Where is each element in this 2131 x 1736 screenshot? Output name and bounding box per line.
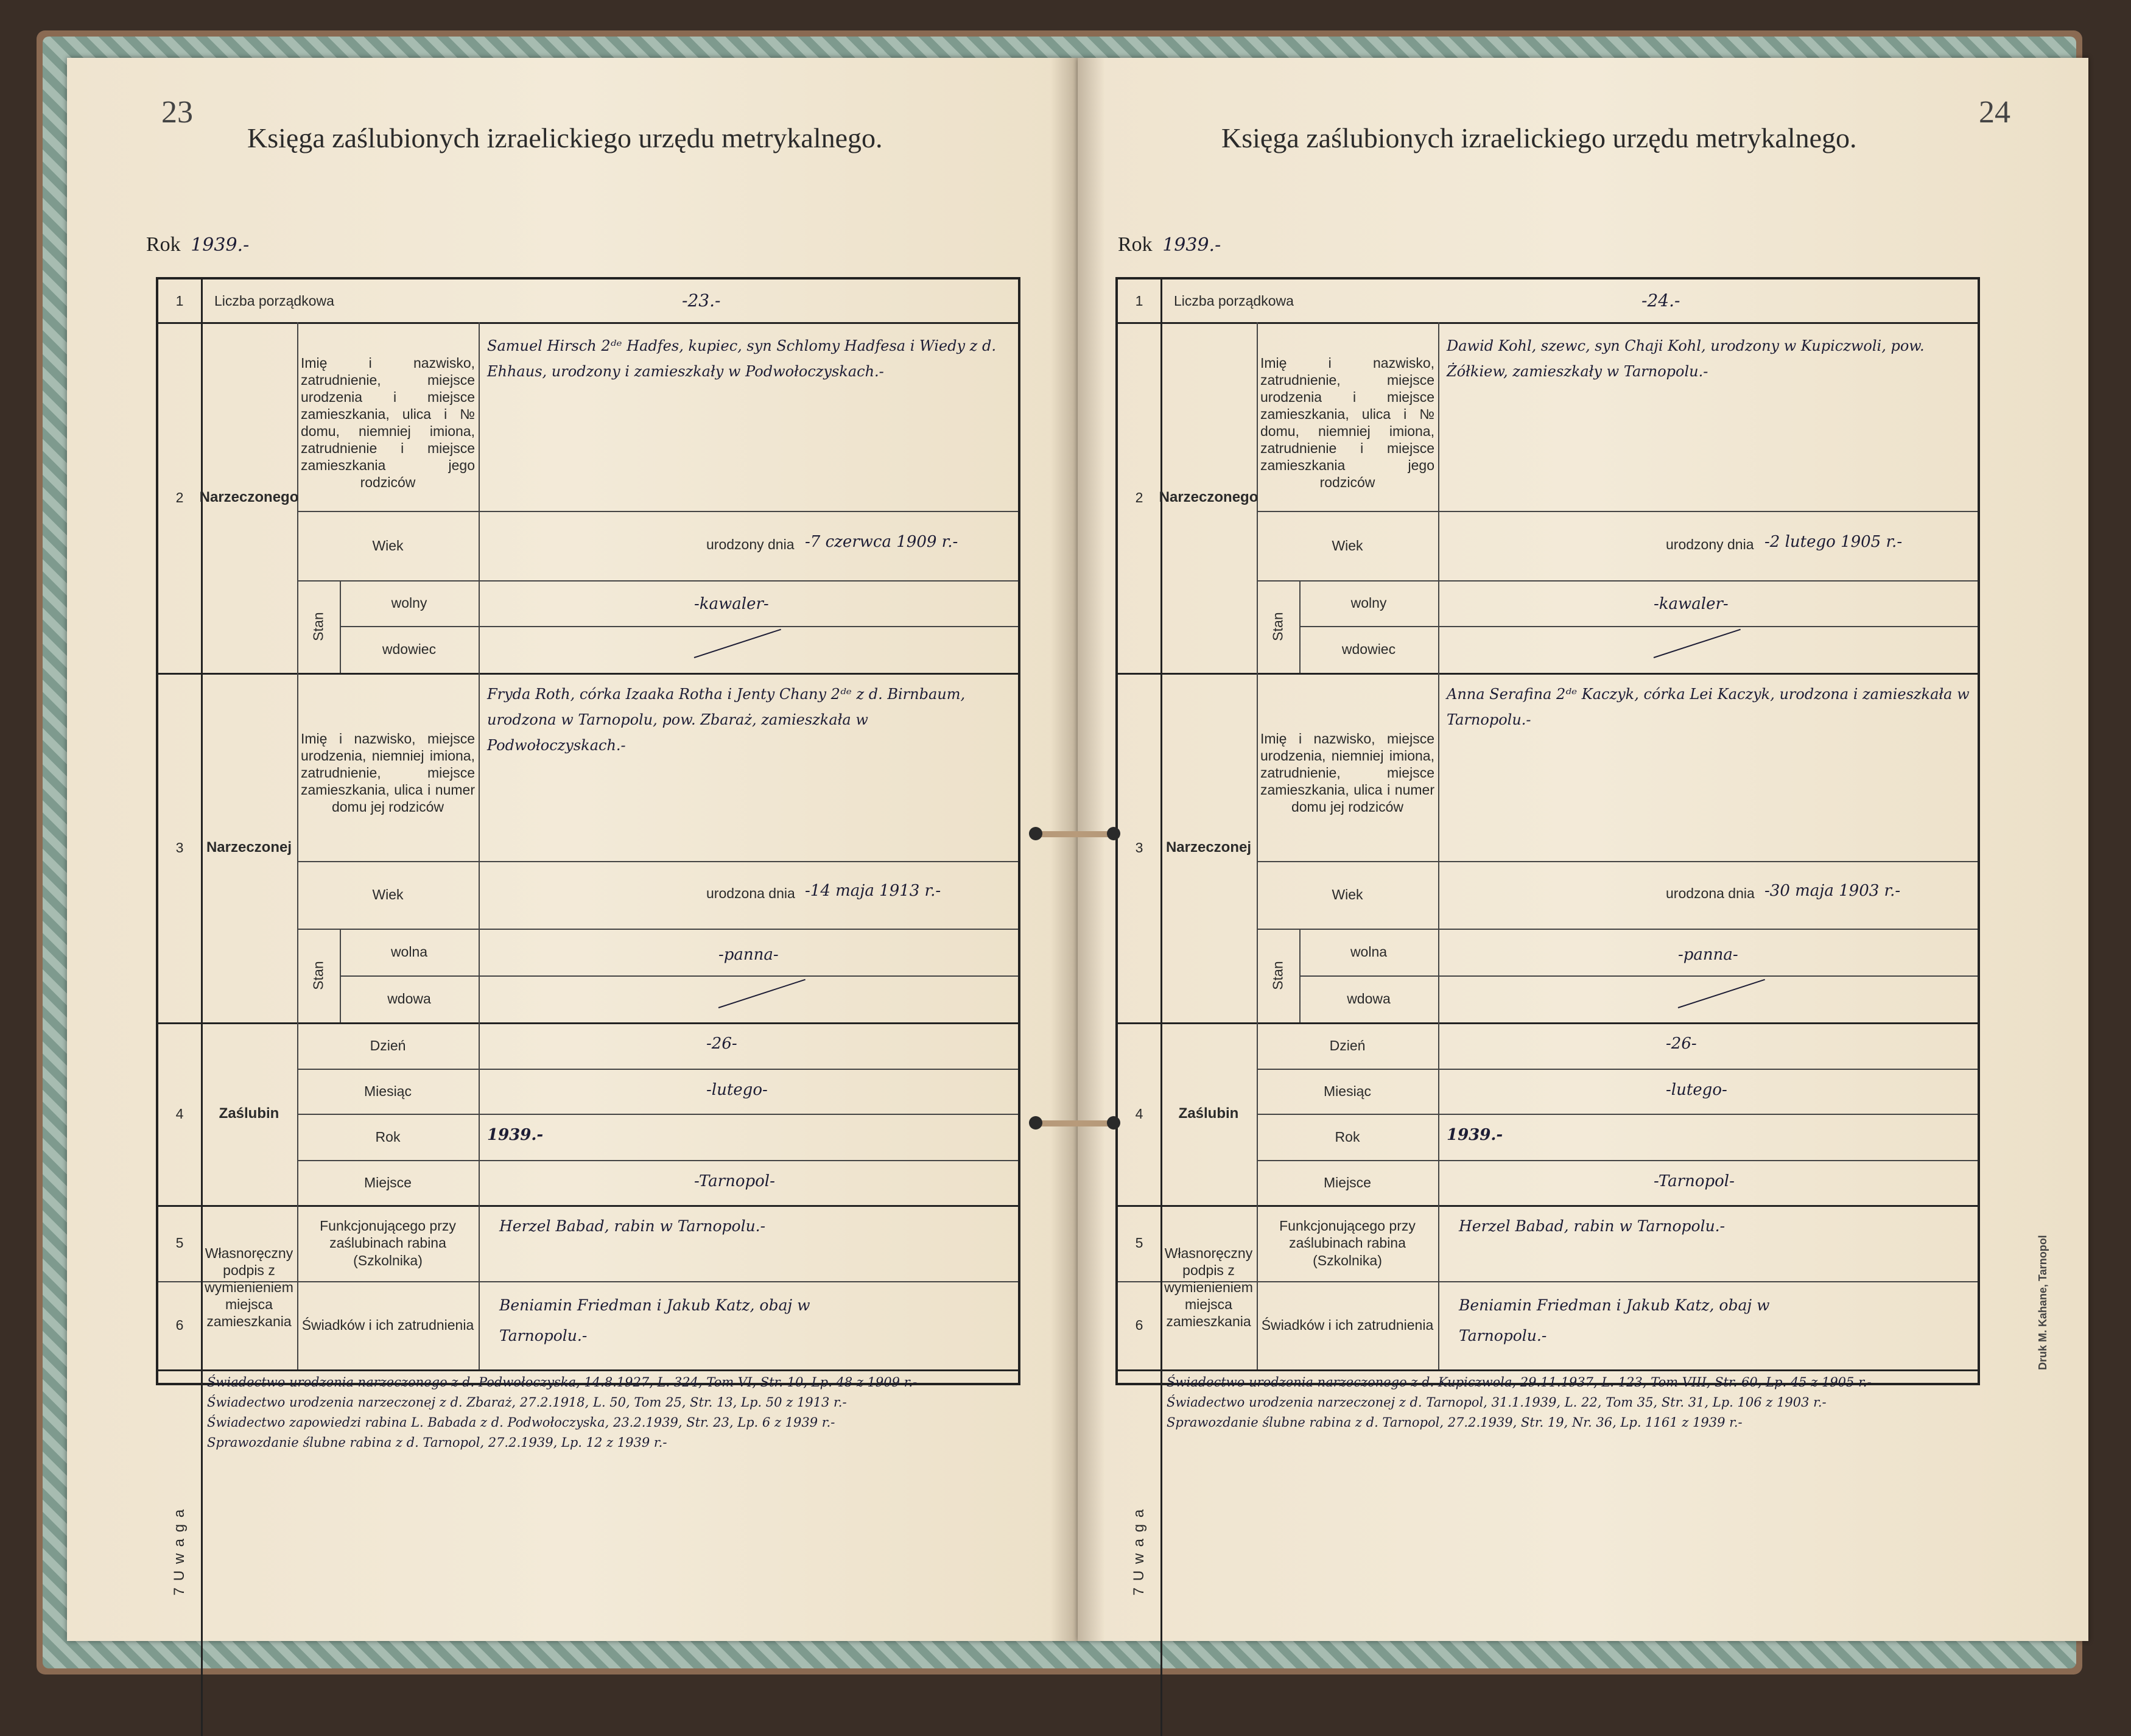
book-gutter	[1050, 58, 1105, 1641]
groom-birth-date: -2 lutego 1905 r.-	[1764, 533, 1903, 551]
page-title: Księga zaślubionych izraelickiego urzędu metrykalnego.	[1221, 122, 1857, 153]
year-value: 1939.-	[191, 234, 250, 256]
binding-hole	[1107, 1116, 1120, 1130]
note-line: Sprawozdanie ślubne rabina z d. Tarnopol, 27.2.1939, Lp. 12 z 1939 r.-	[207, 1435, 667, 1450]
entry-number: -23.-	[682, 290, 721, 311]
register-table	[1115, 277, 1980, 1596]
binding-string-top	[1032, 831, 1117, 837]
register-table	[156, 277, 1020, 1596]
note-line: Świadectwo urodzenia narzeczonej z d. Zbaraż, 27.2.1918, L. 50, Tom 25, Str. 13, Lp. 50 z 1913 r.-	[207, 1395, 847, 1410]
bride-section-label: Narzeczonej	[1165, 839, 1252, 856]
groom-widower-strike	[694, 629, 781, 658]
groom-age-label: Wiek	[372, 537, 404, 553]
bride-single-label: wolna	[1350, 944, 1388, 960]
marriage-year-label: Rok	[375, 1128, 401, 1145]
bride-status-value: -panna-	[1678, 946, 1738, 964]
note-line: Świadectwo urodzenia narzeczonego z d. Kupiczwola, 29.11.1937, L. 123, Tom VIII, Str. 60, Lp. 45 z 1905 r.-	[1167, 1375, 1872, 1390]
entry-number-label: Liczba porządkowa	[214, 292, 334, 309]
page-number: 24	[1979, 95, 2010, 130]
groom-born-label: urodzony dnia	[1666, 536, 1754, 552]
marriage-place-label: Miejsce	[364, 1174, 412, 1190]
marriage-day: -26-	[706, 1035, 737, 1053]
groom-description: Dawid Kohl, szewc, syn Chaji Kohl, urodzony w Kupiczwoli, pow. Żółkiew, zamieszkały w Tarnopolu.-	[1447, 337, 1925, 380]
bride-birth-date: -14 maja 1913 r.-	[805, 882, 941, 900]
register-page-left	[67, 58, 1078, 1641]
groom-info-label: Imię i nazwisko, zatrudnienie, miejsce urodzenia i miejsce zamieszkania, ulica i № domu, niemniej imiona, zatrudnienie i miejsce zamieszkania jego rodziców	[301, 354, 475, 491]
groom-status-value: -kawaler-	[1654, 595, 1729, 613]
marriage-day-label: Dzień	[1329, 1037, 1366, 1053]
binding-string-bottom	[1032, 1120, 1117, 1126]
marriage-year: 1939.-	[1447, 1126, 1503, 1144]
notes-label: 7 U w a g a	[171, 1508, 188, 1596]
groom-widower-label: wdowiec	[382, 641, 437, 658]
groom-section-label: Narzeczonego	[1159, 489, 1259, 506]
row-number: 3	[1135, 839, 1143, 856]
rabbi-label: Funkcjonującego przy zaślubinach rabina (Szkolnika)	[320, 1218, 456, 1268]
register-page-right	[1078, 58, 2088, 1641]
row-number: 2	[1135, 489, 1143, 505]
row-number: 1	[1135, 292, 1143, 309]
groom-widower-label: wdowiec	[1341, 641, 1396, 658]
entry-number-label: Liczba porządkowa	[1174, 292, 1294, 309]
bride-status-label: Stan	[310, 961, 326, 990]
marriage-year: 1939.-	[487, 1126, 544, 1144]
bride-description: Anna Serafina 2ᵈᵉ Kaczyk, córka Lei Kaczyk, urodzona i zamieszkała w Tarnopolu.-	[1447, 686, 1970, 728]
bride-widow-label: wdowa	[1347, 991, 1391, 1007]
year-value: 1939.-	[1162, 234, 1221, 256]
bride-age-label: Wiek	[1332, 887, 1363, 903]
groom-age-label: Wiek	[1332, 537, 1363, 553]
year-line	[1118, 233, 1221, 256]
row-number: 1	[175, 292, 184, 309]
row-number: 5	[1135, 1235, 1143, 1251]
year-label: Rok	[1118, 233, 1153, 256]
row-number: 6	[1135, 1317, 1143, 1334]
row-number: 6	[175, 1317, 184, 1334]
marriage-day-label: Dzień	[370, 1037, 406, 1053]
marriage-place-label: Miejsce	[1324, 1174, 1371, 1190]
groom-single-label: wolny	[391, 595, 427, 611]
groom-status-value: -kawaler-	[694, 595, 769, 613]
marriage-month-label: Miesiąc	[1324, 1083, 1371, 1099]
printer-imprint: Druk M. Kahane, Tarnopol	[2037, 1235, 2049, 1370]
groom-section-label: Narzeczonego	[199, 489, 299, 506]
marriage-year-label: Rok	[1335, 1128, 1360, 1145]
groom-status-label: Stan	[1269, 612, 1286, 641]
year-label: Rok	[146, 233, 181, 256]
rabbi-signature: Herzel Babad, rabin w Tarnopolu.-	[1459, 1217, 1726, 1235]
row-number: 4	[1135, 1105, 1143, 1122]
marriage-month: -lutego-	[1666, 1081, 1727, 1099]
row-number: 5	[175, 1235, 184, 1251]
bride-age-label: Wiek	[372, 887, 404, 903]
witnesses-label: Świadków i ich zatrudnienia	[1261, 1317, 1434, 1334]
note-line: Świadectwo urodzenia narzeczonej z d. Tarnopol, 31.1.1939, L. 22, Tom 35, Str. 31, Lp. 106 z 1903 r.-	[1167, 1395, 1827, 1410]
marriage-month-label: Miesiąc	[364, 1083, 412, 1099]
bride-born-label: urodzona dnia	[1666, 885, 1755, 901]
bride-widow-strike	[718, 979, 806, 1008]
binding-hole	[1029, 1116, 1042, 1130]
marriage-place: -Tarnopol-	[694, 1172, 775, 1190]
entry-number: -24.-	[1641, 290, 1680, 311]
marriage-day: -26-	[1666, 1035, 1697, 1053]
bride-born-label: urodzona dnia	[706, 885, 795, 901]
bride-info-label: Imię i nazwisko, miejsce urodzenia, niemniej imiona, zatrudnienie, miejsce zamieszkania, ulica i numer domu jej rodziców	[301, 730, 475, 815]
bride-status-value: -panna-	[718, 946, 779, 964]
binding-hole	[1107, 827, 1120, 840]
rabbi-label: Funkcjonującego przy zaślubinach rabina (Szkolnika)	[1279, 1218, 1416, 1268]
notes-label: 7 U w a g a	[1131, 1508, 1148, 1596]
groom-born-label: urodzony dnia	[706, 536, 795, 552]
year-line	[146, 233, 249, 256]
page-title: Księga zaślubionych izraelickiego urzędu metrykalnego.	[247, 122, 883, 153]
bride-single-label: wolna	[390, 944, 428, 960]
bride-widow-strike	[1678, 979, 1765, 1008]
witnesses-signature: Beniamin Friedman i Jakub Katz, obaj w Tarnopolu.-	[1459, 1296, 1770, 1344]
row-number: 2	[175, 489, 184, 505]
marriage-section-label: Zaślubin	[1178, 1105, 1239, 1122]
bride-widow-label: wdowa	[387, 991, 431, 1007]
groom-single-label: wolny	[1350, 595, 1387, 611]
page-number: 23	[161, 95, 193, 130]
signature-section-label: Własnoręczny podpis z wymienieniem miejsca zamieszkania	[1164, 1245, 1253, 1330]
witnesses-signature: Beniamin Friedman i Jakub Katz, obaj w Tarnopolu.-	[499, 1296, 810, 1344]
groom-widower-strike	[1654, 629, 1741, 658]
notes-list	[207, 1372, 1011, 1453]
bride-description: Fryda Roth, córka Izaaka Rotha i Jenty Chany 2ᵈᵉ z d. Birnbaum, urodzona w Tarnopolu, pow. Zbaraż, zamieszkała w Podwołoczyskach.-	[487, 686, 966, 754]
bride-birth-date: -30 maja 1903 r.-	[1764, 882, 1901, 900]
notes-list	[1167, 1372, 1970, 1433]
bride-info-label: Imię i nazwisko, miejsce urodzenia, niemniej imiona, zatrudnienie, miejsce zamieszkania, ulica i numer domu jej rodziców	[1260, 730, 1434, 815]
rabbi-signature: Herzel Babad, rabin w Tarnopolu.-	[499, 1217, 766, 1235]
marriage-month: -lutego-	[706, 1081, 768, 1099]
marriage-section-label: Zaślubin	[219, 1105, 279, 1122]
note-line: Świadectwo zapowiedzi rabina L. Babada z d. Podwołoczyska, 23.2.1939, Str. 23, Lp. 6 z 1939 r.-	[207, 1415, 835, 1430]
groom-birth-date: -7 czerwca 1909 r.-	[805, 533, 958, 551]
signature-section-label: Własnoręczny podpis z wymienieniem miejsca zamieszkania	[205, 1245, 293, 1330]
row-number: 4	[175, 1105, 184, 1122]
row-number: 3	[175, 839, 184, 856]
bride-status-label: Stan	[1269, 961, 1286, 990]
binding-hole	[1029, 827, 1042, 840]
groom-status-label: Stan	[310, 612, 326, 641]
groom-description: Samuel Hirsch 2ᵈᵉ Hadfes, kupiec, syn Schlomy Hadfesa i Wiedy z d. Ehhaus, urodzony i zamieszkały w Podwołoczyskach.-	[487, 337, 996, 380]
groom-info-label: Imię i nazwisko, zatrudnienie, miejsce urodzenia i miejsce zamieszkania, ulica i № domu, niemniej imiona, zatrudnienie i miejsce zamieszkania jego rodziców	[1260, 354, 1434, 491]
note-line: Sprawozdanie ślubne rabina z d. Tarnopol, 27.2.1939, Str. 19, Nr. 36, Lp. 1161 z 1939 r.-	[1167, 1415, 1743, 1430]
marriage-place: -Tarnopol-	[1654, 1172, 1735, 1190]
note-line: Świadectwo urodzenia narzeczonego z d. Podwołoczyska, 14.8.1927, L. 324, Tom VI, Str. 10, Lp. 48 z 1909 r.-	[207, 1375, 918, 1390]
bride-section-label: Narzeczonej	[206, 839, 292, 856]
witnesses-label: Świadków i ich zatrudnienia	[301, 1317, 474, 1334]
